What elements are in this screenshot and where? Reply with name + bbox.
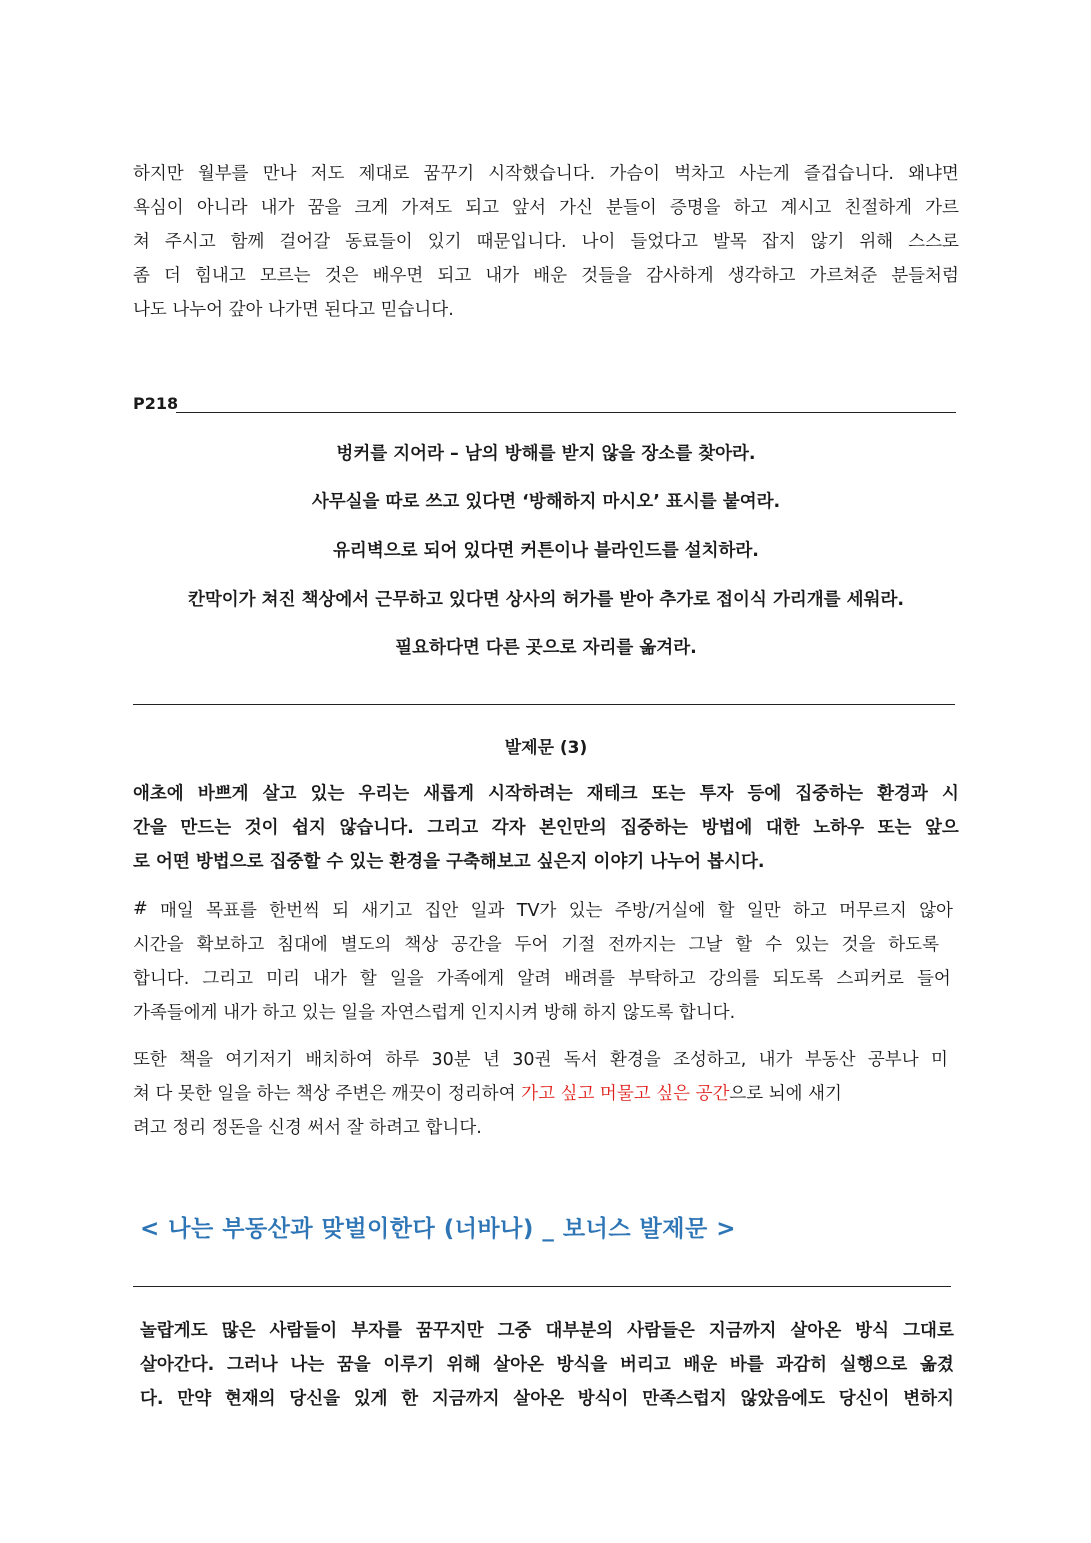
word: 다. <box>140 1388 164 1409</box>
word: 되고 <box>465 197 500 218</box>
highlight-text: 가고 싶고 머물고 싶은 공간 <box>521 1083 730 1104</box>
word: 친절하게 <box>844 197 913 218</box>
word: 않기 <box>810 231 845 252</box>
word: 새기고 <box>361 900 413 921</box>
word: 것이 <box>244 817 279 838</box>
word: 시간을 <box>133 934 184 955</box>
word: 분들처럼 <box>891 265 959 286</box>
word: 노하우 <box>813 817 864 838</box>
word: 방식 <box>855 1320 890 1341</box>
word: 투자 <box>699 783 734 804</box>
word: 가르쳐준 <box>809 265 878 286</box>
word: 사는게 <box>739 163 790 184</box>
bonus-line <box>140 1380 954 1414</box>
word: 있는 <box>568 900 603 921</box>
word: 배려를 <box>564 968 615 989</box>
word: 되고 <box>437 265 472 286</box>
word: 걸어갈 <box>279 231 331 252</box>
word: 꿈꾸기 <box>423 163 475 184</box>
word: 사람들이 <box>269 1320 338 1341</box>
word: 그리고 <box>202 968 254 989</box>
quote-line: 필요하다면 다른 곳으로 자리를 옮겨라. <box>395 638 697 658</box>
word: 계시고 <box>780 197 832 218</box>
word: 가르 <box>925 197 959 218</box>
word: 대부분의 <box>545 1320 614 1341</box>
word: 좀 <box>133 265 150 286</box>
divider <box>133 1286 951 1287</box>
word: 30분 <box>431 1049 471 1070</box>
word: 방법에 <box>701 817 753 838</box>
word: 방식이 <box>577 1388 629 1409</box>
word: 되 <box>332 900 350 921</box>
word: 지금까지 <box>708 1320 777 1341</box>
word: 미 <box>930 1049 948 1070</box>
word: 바를 <box>729 1354 764 1375</box>
word: 부탁하고 <box>628 968 696 989</box>
word: 가슴이 <box>609 163 661 184</box>
word: 할 <box>717 900 735 921</box>
word: 부동산 <box>804 1049 856 1070</box>
question-line <box>133 775 959 809</box>
word: 증명을 <box>669 197 721 218</box>
question-line <box>133 809 959 843</box>
word: 실행으로 <box>839 1354 908 1375</box>
word: 책상 <box>404 934 439 955</box>
word: 앞서 <box>512 197 546 218</box>
word: 내가 <box>313 968 347 989</box>
word: 나는 <box>290 1354 325 1375</box>
word: 있는 <box>310 783 345 804</box>
answer-line: 가족들에게 내가 하고 있는 일을 자연스럽게 인지시켜 방해 하지 않도록 합니다. <box>133 1002 736 1023</box>
word: 왜냐면 <box>908 163 959 184</box>
word: 확보하고 <box>196 934 265 955</box>
answer-line <box>133 1075 948 1109</box>
word: 살아온 <box>493 1354 544 1375</box>
divider <box>133 704 955 705</box>
word: 이루기 <box>383 1354 435 1375</box>
word: 살아간다. <box>140 1354 215 1375</box>
word: 앞으 <box>925 817 959 838</box>
word: 바쁘게 <box>197 783 249 804</box>
word: 내가 <box>260 197 295 218</box>
word: 들어 <box>917 968 951 989</box>
word: 가져도 <box>401 197 453 218</box>
word: 내가 <box>758 1049 793 1070</box>
word: 하고 <box>792 900 827 921</box>
word: 그중 <box>497 1320 532 1341</box>
word: 쳐 <box>133 231 150 252</box>
word: 등에 <box>747 783 782 804</box>
word: 현재의 <box>224 1388 276 1409</box>
word: 벅차고 <box>674 163 725 184</box>
word: 목표를 <box>206 900 257 921</box>
word: 그대로 <box>903 1320 954 1341</box>
quote-line: 사무실을 따로 쓰고 있다면 ‘방해하지 마시오’ 표시를 붙여라. <box>311 492 781 512</box>
word: 또는 <box>651 783 686 804</box>
bonus-title: < 나는 부동산과 맞벌이한다 (너바나) _ 보너스 발제문 > <box>140 1216 736 1242</box>
intro-line: 나도 나누어 갚아 나가면 된다고 믿습니다. <box>133 299 454 320</box>
answer-text: 으로 뇌에 새기 <box>729 1083 842 1104</box>
word: 매일 <box>160 900 194 921</box>
word: 당신을 <box>289 1388 341 1409</box>
word: 하고 <box>733 197 768 218</box>
word: 크게 <box>354 197 389 218</box>
word: 있게 <box>353 1388 388 1409</box>
word: 만약 <box>177 1388 212 1409</box>
word: 각자 <box>491 817 526 838</box>
word: 침대에 <box>277 934 328 955</box>
word: 과감히 <box>776 1354 828 1375</box>
word: 일과 <box>470 900 505 921</box>
word: 있기 <box>427 231 462 252</box>
word: 시 <box>941 783 959 804</box>
word: 않습니다. <box>339 817 414 838</box>
word: 공부나 <box>867 1049 919 1070</box>
word: 때문입니다. <box>476 231 567 252</box>
word: 생각하고 <box>727 265 796 286</box>
word: 배운 <box>683 1354 718 1375</box>
question-line: 로 어떤 방법으로 집중할 수 있는 환경을 구축해보고 싶은지 이야기 나누어 봅시다. <box>133 851 765 872</box>
word: 스피커로 <box>836 968 904 989</box>
word: 한 <box>401 1388 419 1409</box>
word: 한번씩 <box>269 900 320 921</box>
word: 책을 <box>179 1049 213 1070</box>
word: 하도록 <box>888 934 939 955</box>
word: 30권 <box>512 1049 552 1070</box>
answer-line <box>133 892 953 926</box>
word: 하지만 <box>133 163 184 184</box>
quote-line: 벙커를 지어라 – 남의 방해를 받지 않을 장소를 찾아라. <box>336 444 756 464</box>
word: 별도의 <box>340 934 392 955</box>
word: 새롭게 <box>423 783 475 804</box>
word: 나이 <box>581 231 616 252</box>
word: 살아온 <box>513 1388 565 1409</box>
word: 욕심이 <box>133 197 184 218</box>
word: 함께 <box>230 231 265 252</box>
word: 환경과 <box>877 783 928 804</box>
word: 부자를 <box>351 1320 402 1341</box>
word: 힘내고 <box>195 265 246 286</box>
word: 버리고 <box>619 1354 671 1375</box>
word: 위해 <box>859 231 894 252</box>
word: 옮겼 <box>920 1354 954 1375</box>
word: 그러나 <box>226 1354 278 1375</box>
word: 배치하여 <box>305 1049 373 1070</box>
bonus-line <box>140 1312 954 1346</box>
word: 만나 <box>262 163 297 184</box>
word: 꿈을 <box>307 197 342 218</box>
word: 제대로 <box>358 163 410 184</box>
word: 가신 <box>559 197 593 218</box>
quote-line: 칸막이가 쳐진 책상에서 근무하고 있다면 상사의 허가를 받아 추가로 접이식 가리개를 세워라. <box>187 590 905 610</box>
word: 그리고 <box>427 817 479 838</box>
word: # <box>133 899 148 919</box>
word: 즐겁습니다. <box>803 163 894 184</box>
word: 여기저기 <box>225 1049 293 1070</box>
word: 살아온 <box>790 1320 842 1341</box>
word: 놀랍게도 <box>140 1320 208 1341</box>
word: 본인만의 <box>539 817 607 838</box>
word: 또한 <box>133 1049 167 1070</box>
word: 꿈을 <box>336 1354 371 1375</box>
word: 것들을 <box>581 265 632 286</box>
word: 조성하고, <box>673 1049 747 1070</box>
word: 아니라 <box>196 197 248 218</box>
word: 되도록 <box>772 968 824 989</box>
word: 할 <box>735 934 753 955</box>
word: TV가 <box>516 900 557 921</box>
word: 사람들은 <box>627 1320 695 1341</box>
word: 하루 <box>385 1049 420 1070</box>
word: 들었다고 <box>630 231 698 252</box>
word: 집안 <box>424 900 459 921</box>
word: 집중하는 <box>795 783 864 804</box>
answer-line <box>133 926 939 960</box>
word: 머무르지 <box>839 900 907 921</box>
word: 것은 <box>324 265 359 286</box>
word: 방식을 <box>556 1354 608 1375</box>
word: 일만 <box>746 900 781 921</box>
question-title: 발제문 (3) <box>504 738 588 758</box>
word: 집중하는 <box>620 817 688 838</box>
word: 배운 <box>533 265 568 286</box>
word: 시작하려는 <box>488 783 573 804</box>
word: 환경을 <box>610 1049 661 1070</box>
word: 할 <box>359 968 377 989</box>
word: 우리는 <box>358 783 410 804</box>
answer-text: 쳐 다 못한 일을 하는 책상 주변은 깨끗이 정리하여 <box>133 1083 522 1104</box>
word: 만드는 <box>180 817 232 838</box>
word: 변하지 <box>903 1388 954 1409</box>
word: 있는 <box>794 934 829 955</box>
word: 지금까지 <box>431 1388 500 1409</box>
divider <box>176 412 956 413</box>
word: 꿈꾸지만 <box>415 1320 484 1341</box>
word: 애초에 <box>133 783 184 804</box>
word: 공간을 <box>451 934 502 955</box>
word: 것을 <box>841 934 876 955</box>
word: 발목 <box>712 231 747 252</box>
word: 전까지는 <box>608 934 676 955</box>
word: 알려 <box>517 968 552 989</box>
intro-line <box>133 155 959 189</box>
word: 년 <box>483 1049 500 1070</box>
word: 주방/거실에 <box>614 900 706 921</box>
answer-line: 려고 정리 정돈을 신경 써서 잘 하려고 합니다. <box>133 1117 482 1138</box>
word: 독서 <box>563 1049 598 1070</box>
word: 또는 <box>877 817 912 838</box>
word: 합니다. <box>133 968 190 989</box>
word: 많은 <box>221 1320 256 1341</box>
answer-line <box>133 1041 948 1075</box>
word: 그날 <box>688 934 723 955</box>
word: 미리 <box>266 968 300 989</box>
word: 분들이 <box>606 197 657 218</box>
page-reference: P218 <box>133 394 179 413</box>
word: 저도 <box>310 163 345 184</box>
word: 재테크 <box>586 783 638 804</box>
intro-line <box>133 189 959 223</box>
answer-line <box>133 960 951 994</box>
word: 당신이 <box>838 1388 890 1409</box>
word: 월부를 <box>197 163 249 184</box>
word: 않아 <box>919 900 953 921</box>
bonus-line <box>140 1346 954 1380</box>
quote-line: 유리벽으로 되어 있다면 커튼이나 블라인드를 설치하라. <box>333 541 759 561</box>
word: 스스로 <box>908 231 959 252</box>
word: 배우면 <box>372 265 424 286</box>
intro-line <box>133 257 959 291</box>
word: 대한 <box>765 817 800 838</box>
word: 만족스럽지 <box>642 1388 727 1409</box>
word: 내가 <box>485 265 520 286</box>
word: 잡지 <box>761 231 796 252</box>
word: 감사하게 <box>646 265 714 286</box>
word: 쉽지 <box>292 817 326 838</box>
word: 수 <box>765 934 782 955</box>
word: 두어 <box>514 934 549 955</box>
word: 더 <box>164 265 181 286</box>
word: 시작했습니다. <box>488 163 596 184</box>
word: 않았음에도 <box>740 1388 825 1409</box>
word: 동료들이 <box>345 231 413 252</box>
word: 강의를 <box>708 968 760 989</box>
word: 위해 <box>446 1354 481 1375</box>
word: 주시고 <box>164 231 216 252</box>
word: 가족에게 <box>436 968 505 989</box>
word: 살고 <box>262 783 297 804</box>
word: 모르는 <box>259 265 311 286</box>
word: 기절 <box>561 934 596 955</box>
word: 간을 <box>133 817 167 838</box>
intro-line <box>133 223 959 257</box>
word: 일을 <box>389 968 424 989</box>
